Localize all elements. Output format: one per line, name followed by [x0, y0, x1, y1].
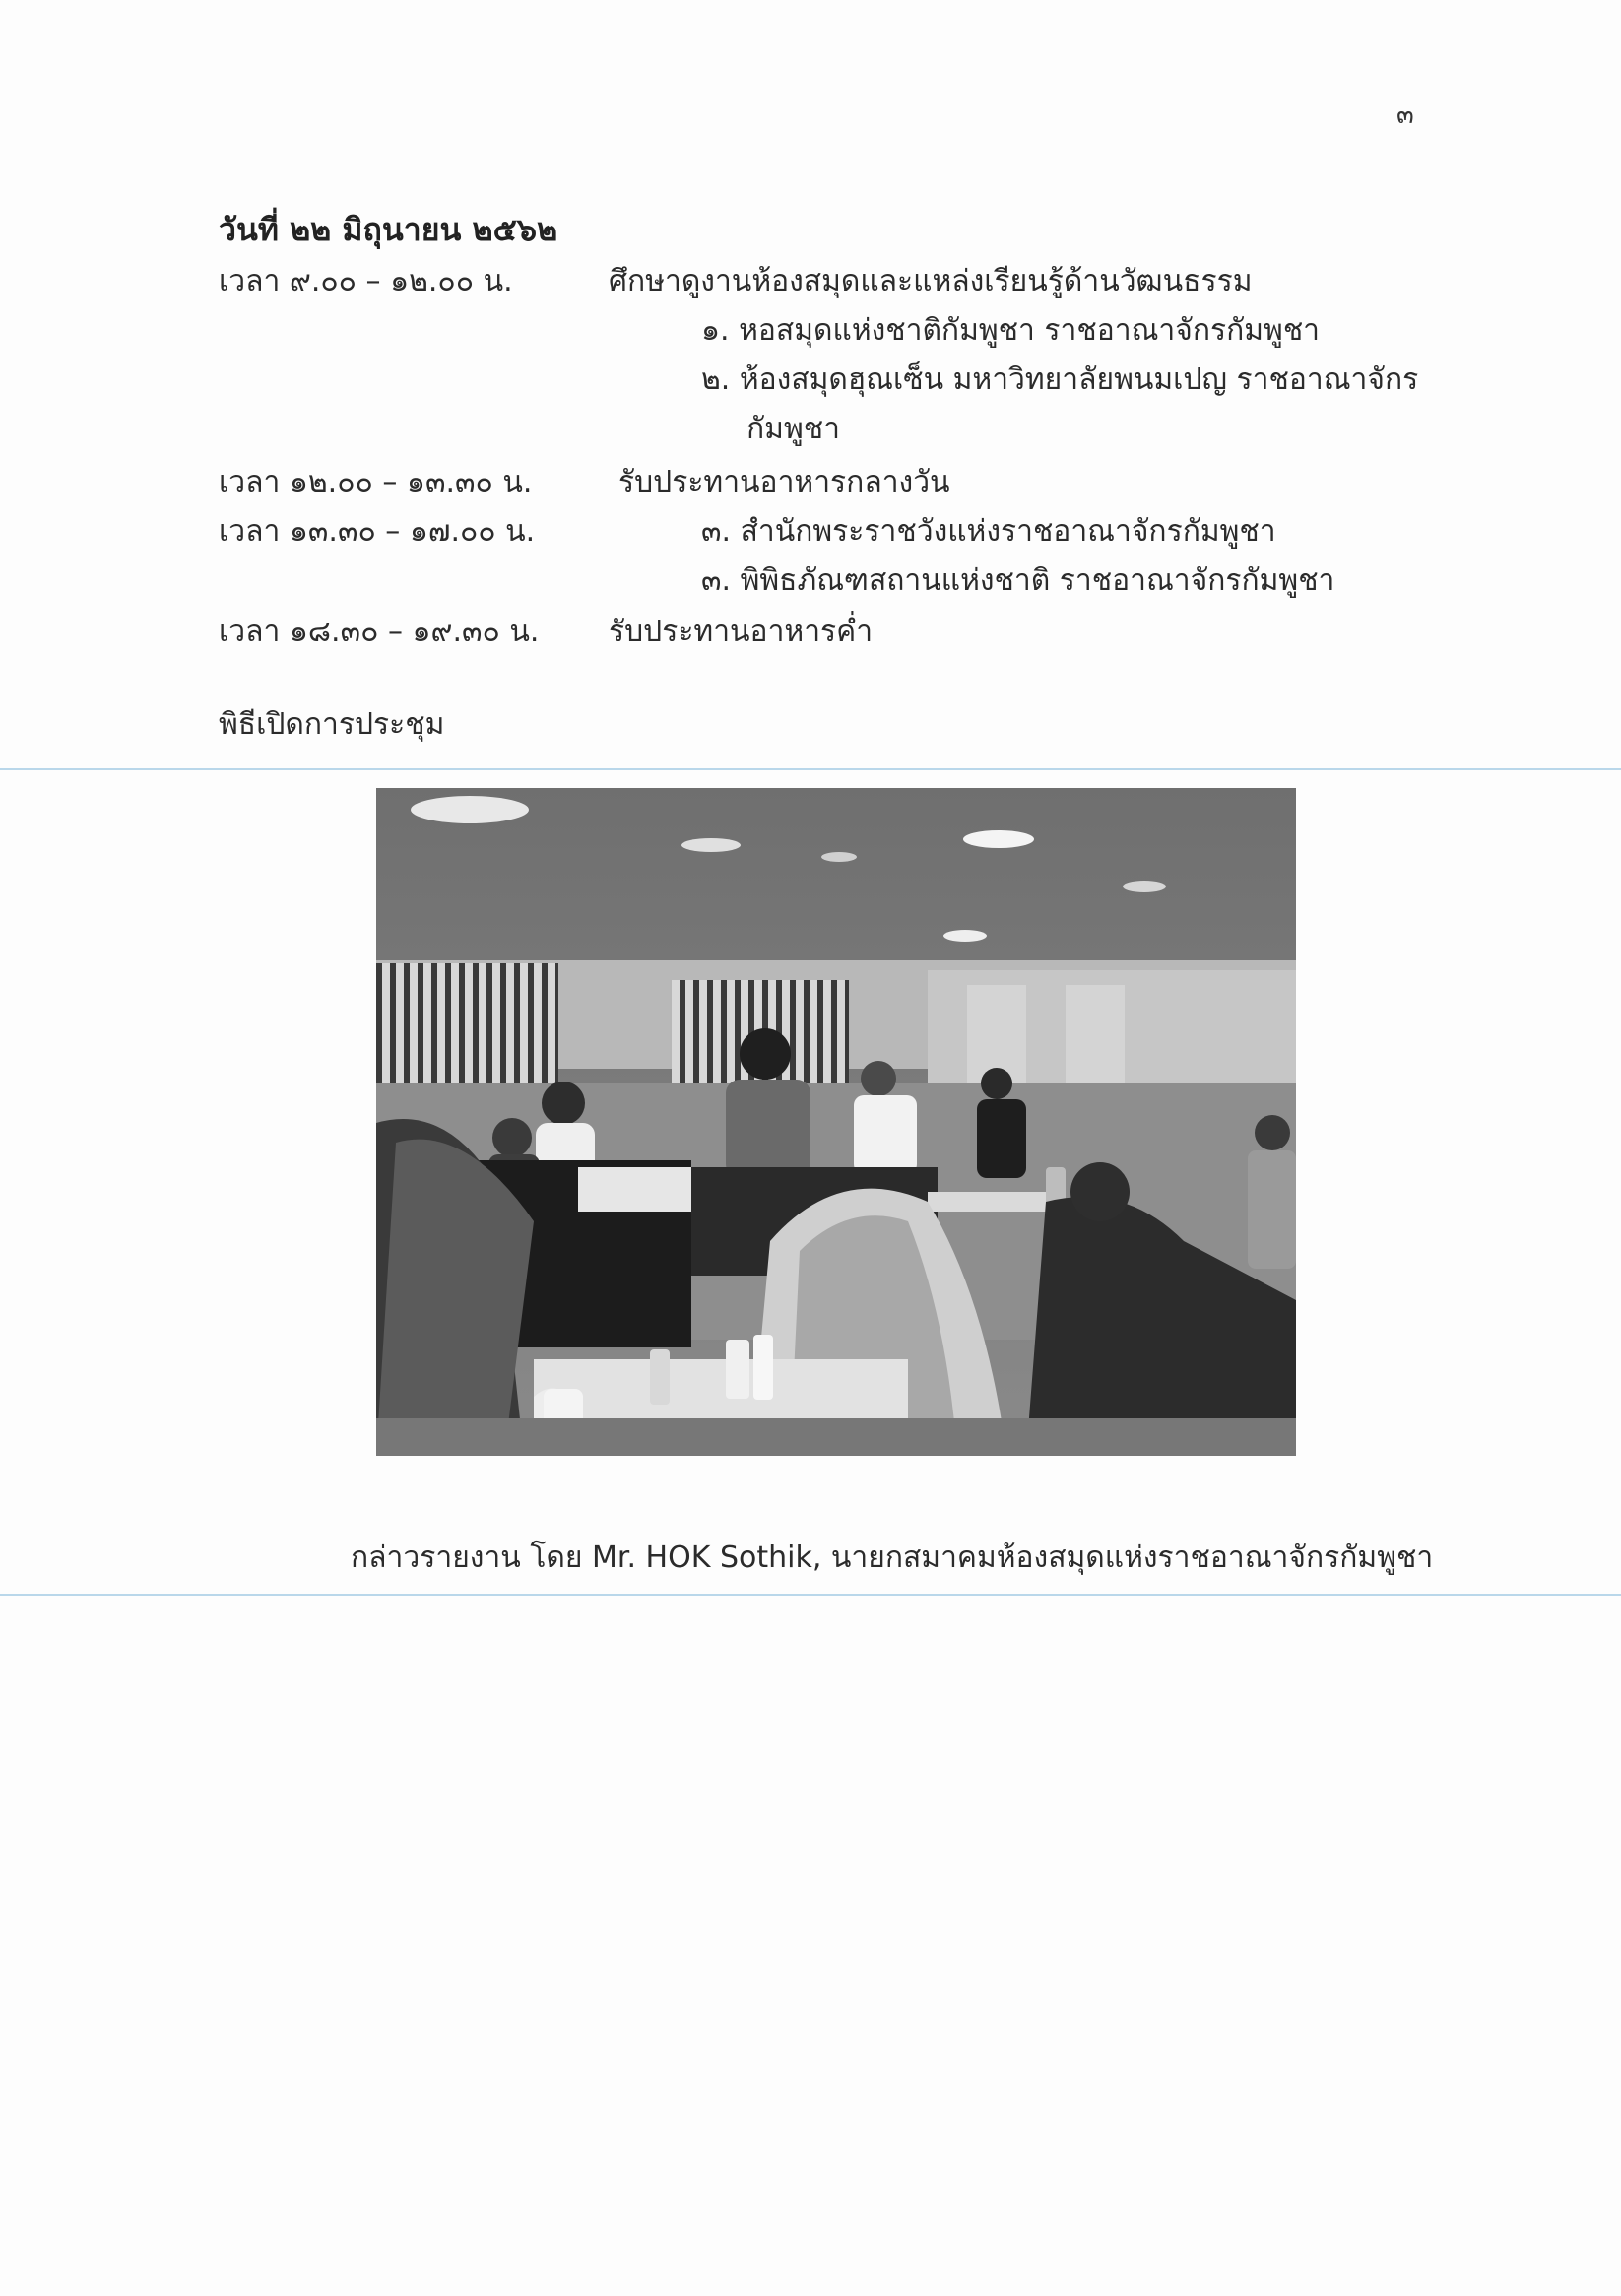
schedule-time: เวลา ๑๓.๓๐ – ๑๗.๐๐ น.	[219, 514, 536, 549]
schedule-subitem: ๑. หอสมุดแห่งชาติกัมพูชา ราชอาณาจักรกัมพูชา	[701, 313, 1321, 348]
date-heading: วันที่ ๒๒ มิถุนายน ๒๕๖๒	[219, 211, 558, 248]
schedule-activity: รับประทานอาหารค่ำ	[609, 615, 874, 649]
schedule-activity: ศึกษาดูงานห้องสมุดและแหล่งเรียนรู้ด้านวัฒนธรรม	[609, 264, 1253, 298]
scan-line	[0, 1594, 1621, 1596]
page-number: ๓	[1396, 100, 1414, 130]
photo-caption: กล่าวรายงาน โดย Mr. HOK Sothik, นายกสมาคมห้องสมุดแห่งราชอาณาจักรกัมพูชา	[351, 1541, 1434, 1575]
schedule-time: เวลา ๑๘.๓๐ – ๑๙.๓๐ น.	[219, 615, 540, 649]
section-title: พิธีเปิดการประชุม	[219, 707, 445, 742]
schedule-subitem-continuation: กัมพูชา	[746, 412, 840, 446]
schedule-time: เวลา ๑๒.๐๐ – ๑๓.๓๐ น.	[219, 465, 533, 499]
schedule-subitem: ๒. ห้องสมุดฮุณเซ็น มหาวิทยาลัยพนมเปญ ราชอาณาจักร	[701, 362, 1419, 397]
schedule-time: เวลา ๙.๐๐ – ๑๒.๐๐ น.	[219, 264, 513, 298]
schedule-subitem: ๓. พิพิธภัณฑสถานแห่งชาติ ราชอาณาจักรกัมพูชา	[701, 563, 1335, 598]
scan-line	[0, 768, 1621, 770]
schedule-activity: ๓. สำนักพระราชวังแห่งราชอาณาจักรกัมพูชา	[701, 514, 1276, 549]
photo-illustration	[376, 788, 1296, 1456]
schedule-activity: รับประทานอาหารกลางวัน	[618, 465, 950, 499]
meeting-photo	[376, 788, 1296, 1456]
